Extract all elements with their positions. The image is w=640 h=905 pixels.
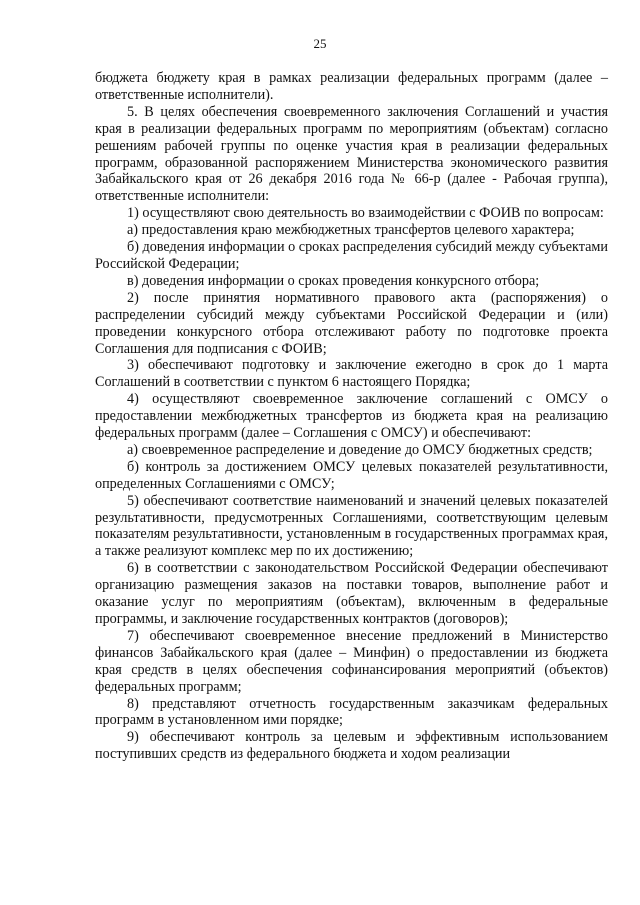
paragraph-subitem-1v: в) доведения информации о сроках проведения конкурсного отбора; [127, 272, 540, 289]
paragraph-item-5: 5. В целях обеспечения своевременного заключения Соглашений и участия края в реализации федеральных программ по мероприятиям (объектам) согласно решениям рабочей группы по оценке участия края в реализации федеральных программ, образованной распоряжением Министерства экономического развития Забайкальского края от 26 декабря 2016 года № 66-р (далее - Рабочая группа), ответственные исполнители: [95, 103, 608, 205]
paragraph-subitem-4b: б) контроль за достижением ОМСУ целевых показателей результативности, определенных Соглашениями с ОМСУ; [95, 458, 608, 492]
page-number: 25 [313, 36, 327, 51]
document-body [95, 70, 608, 763]
paragraph-subitem-1a: а) предоставления краю межбюджетных трансфертов целевого характера; [127, 222, 575, 239]
paragraph-subitem-9: 9) обеспечивают контроль за целевым и эффективным использованием поступивших средств из федерального бюджета и ходом реализации [95, 729, 608, 763]
paragraph-subitem-8: 8) представляют отчетность государственным заказчикам федеральных программ в установленном ими порядке; [95, 695, 608, 729]
paragraph-subitem-4a: а) своевременное распределение и доведение до ОМСУ бюджетных средств; [127, 441, 593, 458]
paragraph-subitem-7: 7) обеспечивают своевременное внесение предложений в Министерство финансов Забайкальского края (далее – Минфин) о предоставлении из бюджета края средств в целях обеспечения софинансирования мероприятий (объектов) федеральных программ; [95, 627, 608, 695]
paragraph-subitem-1b: б) доведения информации о сроках распределения субсидий между субъектами Российской Федерации; [95, 239, 609, 272]
paragraph-subitem-3: 3) обеспечивают подготовку и заключение ежегодно в срок до 1 марта Соглашений в соответствии с пунктом 6 настоящего Порядка; [95, 357, 608, 391]
paragraph-subitem-4: 4) осуществляют своевременное заключение соглашений с ОМСУ о предоставлении межбюджетных трансфертов из бюджета края на реализацию федеральных программ (далее – Соглашения с ОМСУ) и обеспечивают: [95, 391, 608, 442]
paragraph-subitem-5: 5) обеспечивают соответствие наименований и значений целевых показателей результативности, предусмотренных Соглашениями, соответствующим целевым показателям результативности, установленным в государственных программах края, а также реализуют комплекс мер по их достижению; [95, 492, 608, 560]
paragraph-subitem-2: 2) после принятия нормативного правового акта (распоряжения) о распределении субсидий между субъектами Российской Федерации и (или) проведении конкурсного отбора отслеживают работу по подготовке проекта Соглашения для подписания с ФОИВ; [95, 289, 608, 357]
paragraph-subitem-6: 6) в соответствии с законодательством Российской Федерации обеспечивают организацию размещения заказов на поставки товаров, выполнение работ и оказание услуг по мероприятиям (объектам), включенным в федеральные программы, и заключение государственных контрактов (договоров); [95, 560, 608, 627]
paragraph-continuation: бюджета бюджету края в рамках реализации федеральных программ (далее – ответственные исполнители). [95, 70, 608, 103]
paragraph-subitem-1: 1) осуществляют свою деятельность во взаимодействии с ФОИВ по вопросам: [127, 205, 604, 222]
